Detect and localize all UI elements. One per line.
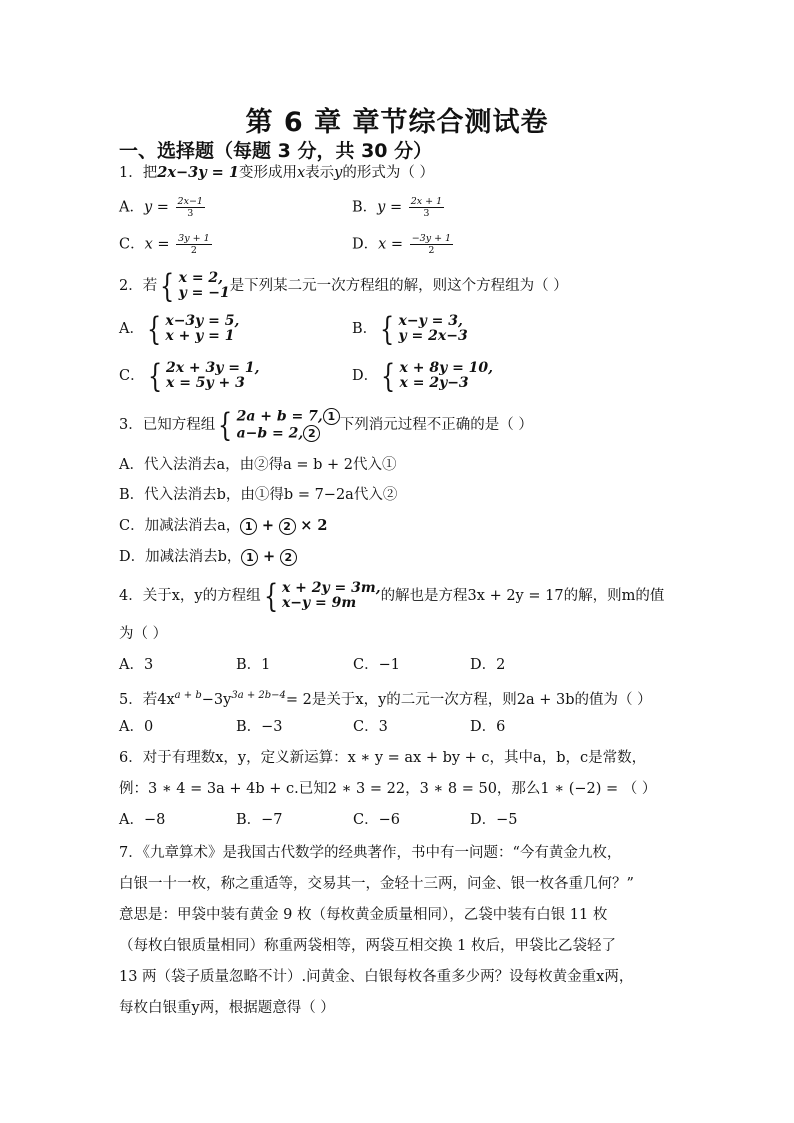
q4-option-b: B．1: [236, 657, 271, 673]
q3-option-c: C．加减法消去a， 1 + 2 × 2: [119, 517, 328, 534]
q5-option-c: C．3: [353, 719, 388, 735]
question-6: 6．对于有理数x，y，定义新运算：x ∗ y = ax + by + c，其中a，b，c是常数，: [119, 750, 647, 766]
circled-number: 2: [280, 549, 297, 566]
question-1: 1．把2x−3y = 1变形成用x表示y的形式为（ ）: [119, 164, 434, 181]
question-5: 5．若$4x^{a + b}-3y^{3a + 2b-4}= 2$是关于x，y的二元一次方程，则2a + 3b的值为（ ）: [119, 690, 652, 708]
question-7-line-4: （每枚白银质量相同）称重两袋相等，两袋互相交换 1 枚后，甲袋比乙袋轻了: [119, 938, 616, 954]
q2-option-a: A． { x−3y = 5, x + y = 1: [119, 310, 240, 348]
fraction: $\frac{-3y + 1}{2}$: [411, 233, 452, 256]
circled-number: 1: [241, 549, 258, 566]
circled-number: 1: [323, 408, 340, 425]
q3-option-a: A．代入法消去a，由②得a = b + 2代入①: [119, 457, 397, 473]
circled-number: 1: [240, 518, 257, 535]
q1-option-a: A．y = $\frac{2x-1}{3}$: [119, 196, 203, 219]
question-6-cont: 例：3 ∗ 4 = 3a + 4b + c.已知2 ∗ 3 = 22，3 ∗ 8 = 50，那么1 ∗ (−2) = （ ）: [119, 781, 657, 797]
fraction: $\frac{2x-1}{3}$: [177, 196, 203, 219]
equation-system: { x + 2y = 3m, x−y = 9m: [263, 577, 381, 615]
q4-option-c: C．−1: [353, 657, 400, 673]
q1-option-c: C．x = $\frac{3y + 1}{2}$: [119, 233, 210, 256]
q2-option-d: D． { x + 8y = 10, x = 2y−3: [352, 357, 494, 395]
question-4: 4．关于x，y的方程组 { x + 2y = 3m, x−y = 9m 的解也是方程3x + 2y = 17的解，则m的值: [119, 577, 665, 615]
q5-option-a: A．0: [119, 719, 154, 735]
question-7-line-5: 13 两（袋子质量忽略不计）.问黄金、白银每枚各重多少两？设每枚黄金重x两，: [119, 969, 634, 985]
q4-option-a: A．3: [119, 657, 154, 673]
question-3: 3．已知方程组 { 2a + b = 7, 1 a−b = 2, 2 下列消元过程不正确的是（ ）: [119, 406, 533, 444]
equation-system: { x = 2, y = −1: [160, 267, 230, 305]
q6-option-a: A．−8: [119, 812, 166, 828]
q4-option-d: D．2: [470, 657, 506, 673]
section-heading: 一、选择题（每题 3 分，共 30 分）: [119, 140, 433, 162]
equation-system: { 2a + b = 7, 1 a−b = 2, 2: [215, 408, 340, 442]
question-4-cont: 为（ ）: [119, 626, 168, 642]
question-7-line-6: 每枚白银重y两，根据题意得（ ）: [119, 1000, 335, 1016]
question-7-line-2: 白银一十一枚，称之重适等，交易其一，金轻十三两，问金、银一枚各重几何？”: [119, 876, 634, 892]
q6-option-b: B．−7: [236, 812, 283, 828]
circled-number: 2: [303, 425, 320, 442]
question-2: 2．若 { x = 2, y = −1 是下列某二元一次方程组的解，则这个方程组为（ ）: [119, 267, 568, 305]
circled-number: 2: [279, 518, 296, 535]
fraction: $\frac{2x + 1}{3}$: [410, 196, 443, 219]
q5-option-b: B．−3: [236, 719, 283, 735]
q5-option-d: D．6: [470, 719, 506, 735]
page-title: 第 6 章 章节综合测试卷: [245, 107, 549, 138]
q2-option-c: C． { 2x + 3y = 1, x = 5y + 3: [119, 357, 260, 395]
q3-option-b: B．代入法消去b，由①得b = 7−2a代入②: [119, 487, 398, 503]
question-7-line-1: 7．《九章算术》是我国古代数学的经典著作，书中有一问题：“今有黄金九枚，: [119, 845, 622, 861]
q3-option-d: D．加减法消去b， 1 + 2: [119, 547, 297, 567]
q1-option-b: B．y = $\frac{2x + 1}{3}$: [352, 196, 443, 219]
question-7-line-3: 意思是：甲袋中装有黄金 9 枚（每枚黄金质量相同），乙袋中装有白银 11 枚: [119, 907, 608, 923]
q6-option-c: C．−6: [353, 812, 400, 828]
q6-option-d: D．−5: [470, 812, 518, 828]
q1-option-d: D．x = $\frac{-3y + 1}{2}$: [352, 233, 452, 256]
fraction: $\frac{3y + 1}{2}$: [178, 233, 210, 256]
q2-option-b: B． { x−y = 3, y = 2x−3: [352, 310, 468, 348]
